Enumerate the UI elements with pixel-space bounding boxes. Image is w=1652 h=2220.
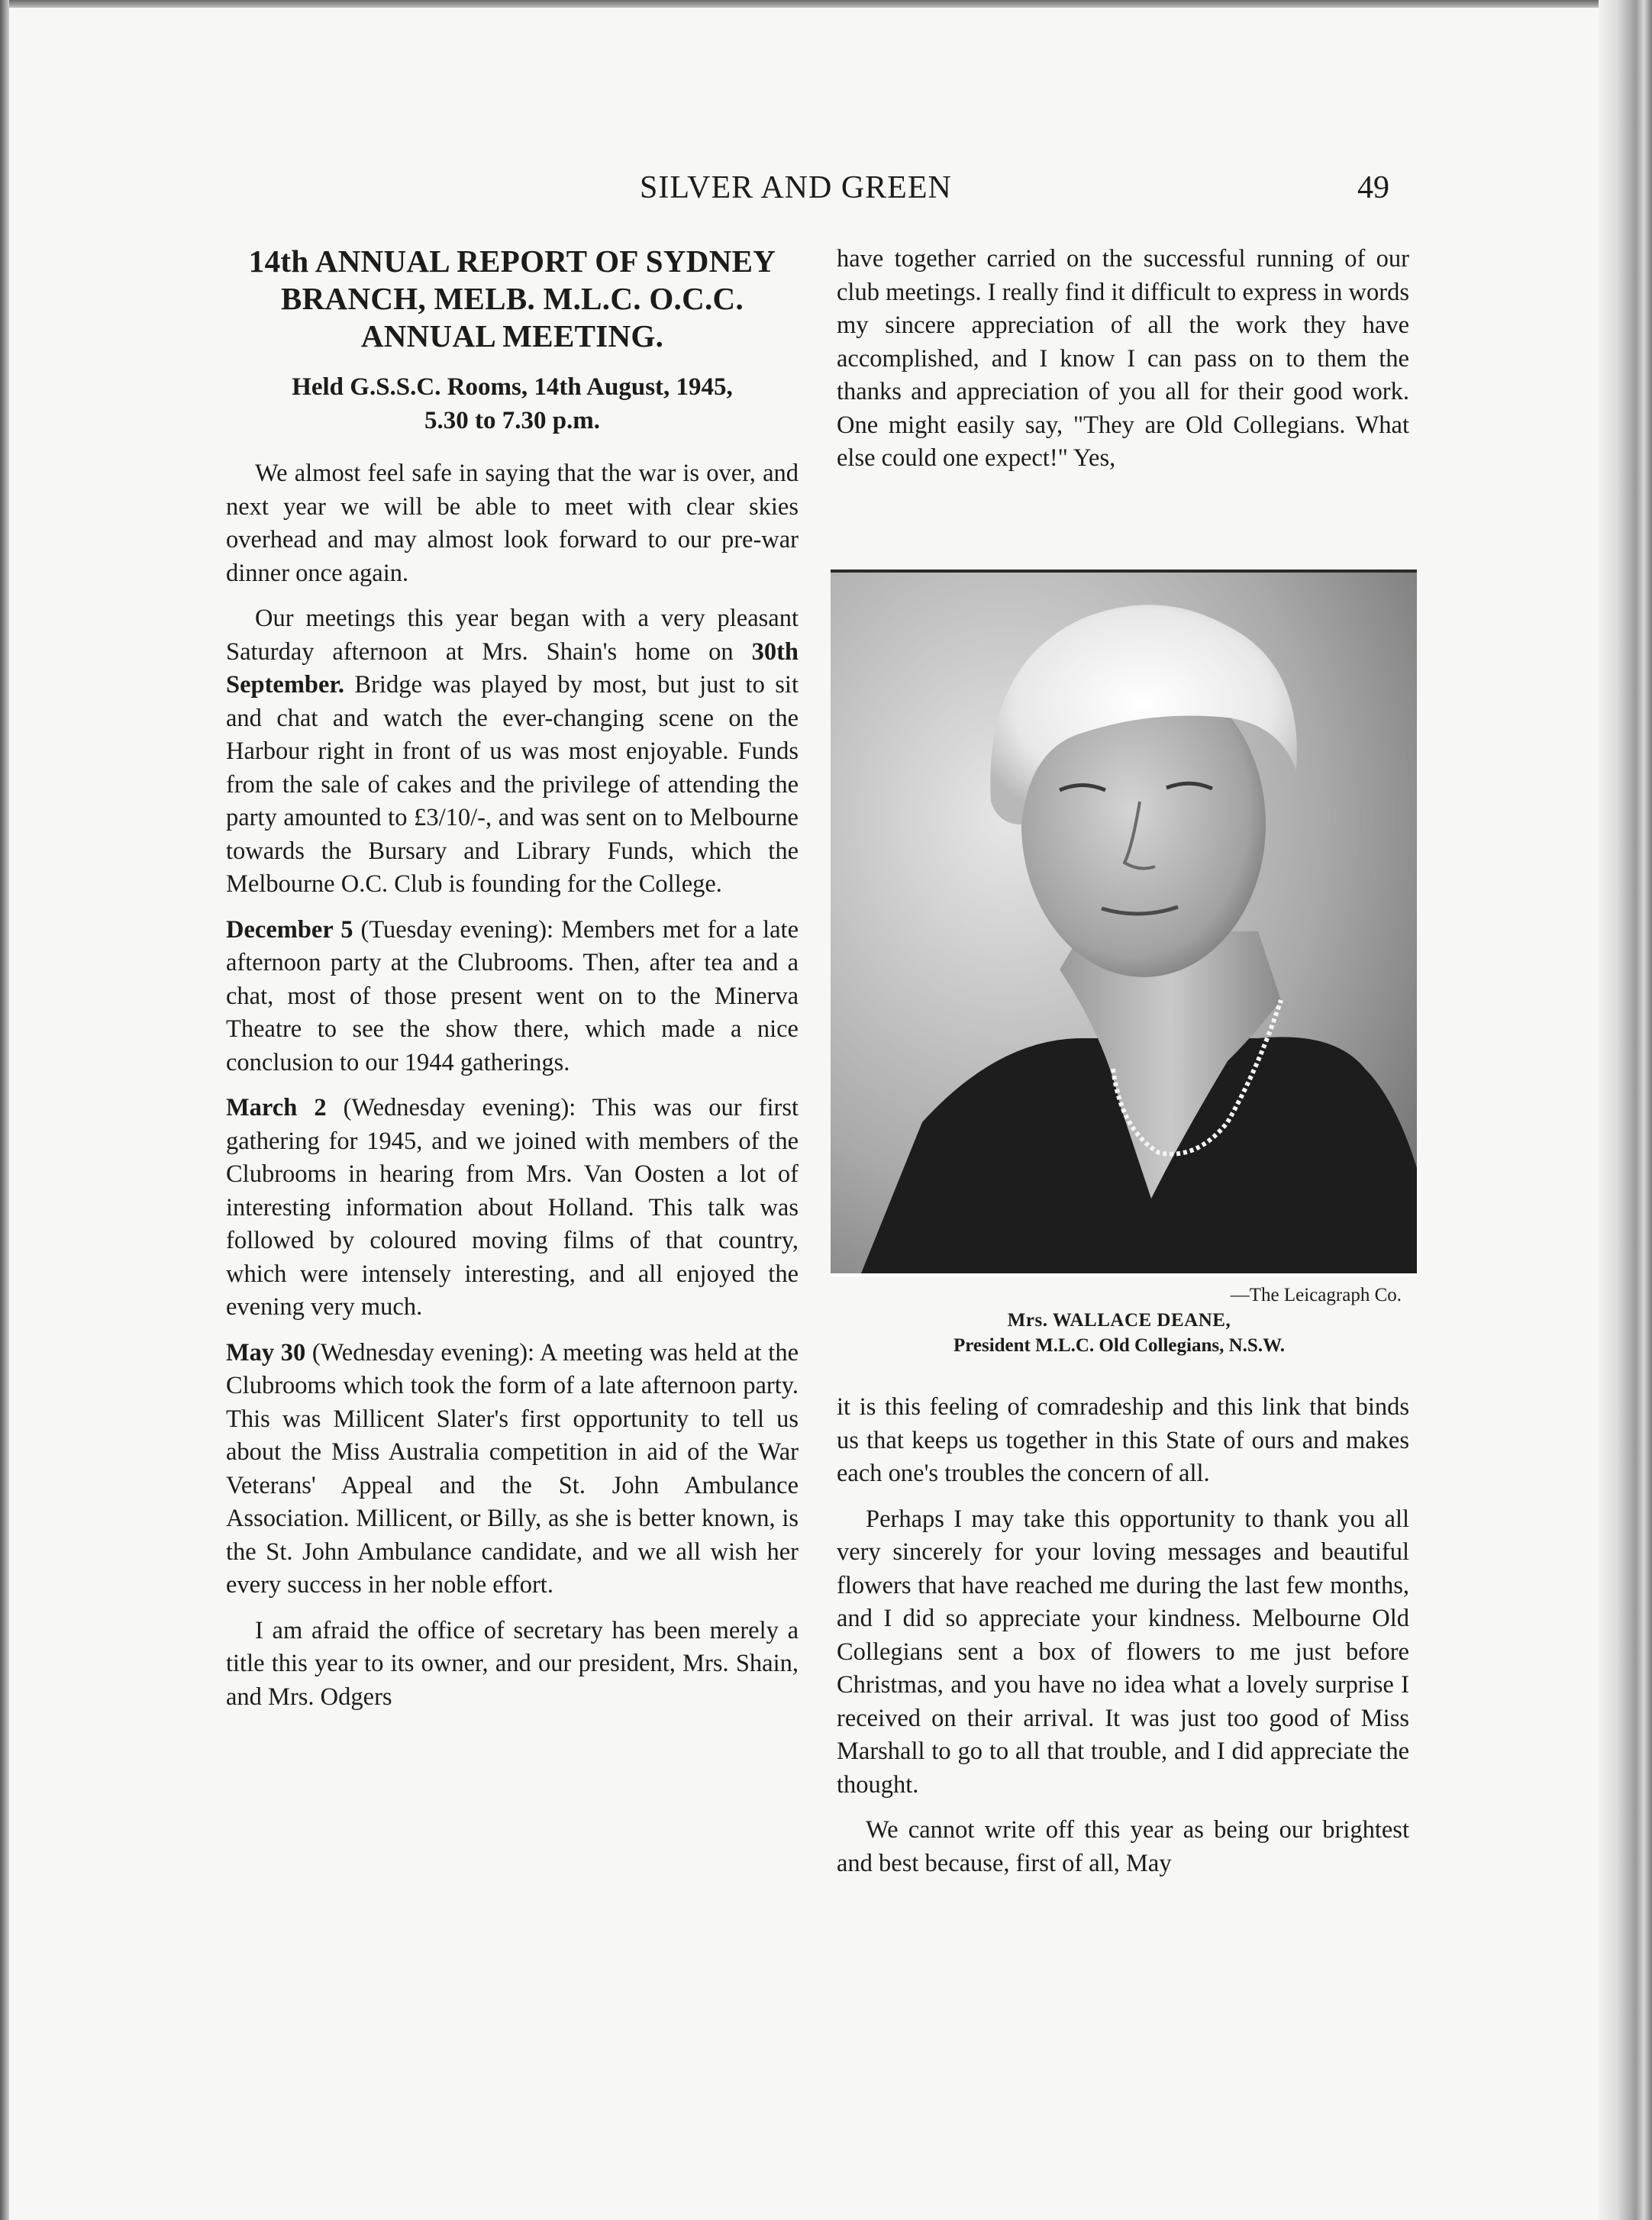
article-subtitle-line: 5.30 to 7.30 p.m.: [424, 407, 601, 434]
paragraph-date: 30th September.: [226, 637, 799, 699]
paragraph-secretary: I am afraid the office of secretary has been merely a title this year to its owner, and our president, Mrs. Shain, and Mrs. Odgers: [226, 1616, 799, 1711]
entry-date: December 5: [226, 915, 353, 944]
article-subtitle-line: Held G.S.S.C. Rooms, 14th August, 1945,: [292, 373, 733, 401]
paragraph-text: Bridge was played by most, but just to sit and chat and watch the ever-changing scene on the Harbour right in front of us was most enjoyable. Funds from the sale of cakes and the privilege of attending the party amounted to £3/10/-, and was sent on to Melbourne towards the Bursary and Library Funds, which the Melbourne O.C. Club is founding for the College.: [226, 671, 799, 898]
paragraph-closing: We cannot write off this year as being our brightest and best because, first of all, May: [837, 1816, 1409, 1877]
page-top-edge: [0, 0, 1652, 8]
paragraph-thanks: Perhaps I may take this opportunity to thank you all very sincerely for your loving messages and beautiful flowers that have reached me during the last few months, and I did so appreciate your kindness. Melbourne Old Collegians sent a box of flowers to me just before Christmas, and you have no idea what a lovely surprise I received on their arrival. It was just too good of Miss Marshall to go to all that trouble, and I did appreciate the thought.: [837, 1505, 1409, 1799]
running-title: SILVER AND GREEN: [640, 170, 952, 205]
paragraph-meetings: [226, 602, 799, 902]
entry-text: (Tuesday evening): Members met for a late afternoon party at the Clubrooms. Then, after tea and a chat, most of those present went on to the Minerva Theatre to see the show there, which made a nice conclusion to our 1944 gatherings.: [226, 915, 799, 1076]
paragraph-comradeship: it is this feeling of comradeship and this link that binds us that keeps us together in this State of ours and makes each one's troubles the concern of all.: [837, 1393, 1409, 1487]
article-subtitle: [226, 370, 799, 437]
portrait-image: [831, 573, 1417, 1273]
paragraph-intro: We almost feel safe in saying that the war is over, and next year we will be able to meet with clear skies overhead and may almost look forward to our pre-war dinner once again.: [226, 460, 799, 587]
article-title-line: 14th ANNUAL REPORT OF SYDNEY: [248, 244, 776, 279]
right-column-bottom: [837, 1391, 1409, 1892]
article-title-line: ANNUAL MEETING.: [360, 318, 664, 353]
photo-caption: [837, 1283, 1402, 1358]
article-title: [226, 243, 799, 355]
photo-credit: —The Leicagraph Co.: [1230, 1285, 1402, 1305]
caption-name: Mrs. WALLACE DEANE,: [1007, 1310, 1231, 1331]
meeting-entry-may: [226, 1337, 799, 1602]
entry-text: (Wednesday evening): This was our first gathering for 1945, and we joined with members of the Clubrooms in hearing from Mrs. Van Oosten a lot of interesting information about Holland. This talk was followed by coloured moving films of that country, which were intensely interesting, and all enjoyed the evening very much.: [226, 1094, 799, 1321]
meeting-entry-march: [226, 1092, 799, 1325]
running-head: [229, 169, 1389, 215]
page-left-edge: [0, 0, 9, 2220]
caption-role: President M.L.C. Old Collegians, N.S.W.: [953, 1335, 1286, 1356]
page-number: 49: [1357, 170, 1389, 205]
entry-date: March 2: [226, 1094, 327, 1121]
paragraph-continued: have together carried on the successful running of our club meetings. I really find it difficult to express in words my sincere appreciation of all the work they have accomplished, and I know I can pass on to them the thanks and appreciation of you all for their good work. One might easily say, "They are Old Collegians. What else could one expect!" Yes,: [837, 245, 1409, 472]
binding-edge: [1599, 0, 1652, 2220]
portrait-photo: [831, 570, 1417, 1276]
article-title-line: BRANCH, MELB. M.L.C. O.C.C.: [280, 281, 744, 316]
entry-date: May 30: [226, 1338, 306, 1367]
entry-text: (Wednesday evening): A meeting was held at the Clubrooms which took the form of a late afternoon party. This was Millicent Slater's first opportunity to tell us about the Miss Australia competition in aid of the War Veterans' Appeal and the St. John Ambulance Association. Millicent, or Billy, as she is better known, is the St. John Ambulance candidate, and we all wish her every success in her noble effort.: [226, 1338, 799, 1599]
left-column: [226, 243, 799, 1726]
meeting-entry-december: [226, 914, 799, 1080]
right-column-top: [837, 243, 1409, 488]
paragraph-text: Our meetings this year began with a very pleasant Saturday afternoon at Mrs. Shain's home on: [226, 605, 799, 666]
